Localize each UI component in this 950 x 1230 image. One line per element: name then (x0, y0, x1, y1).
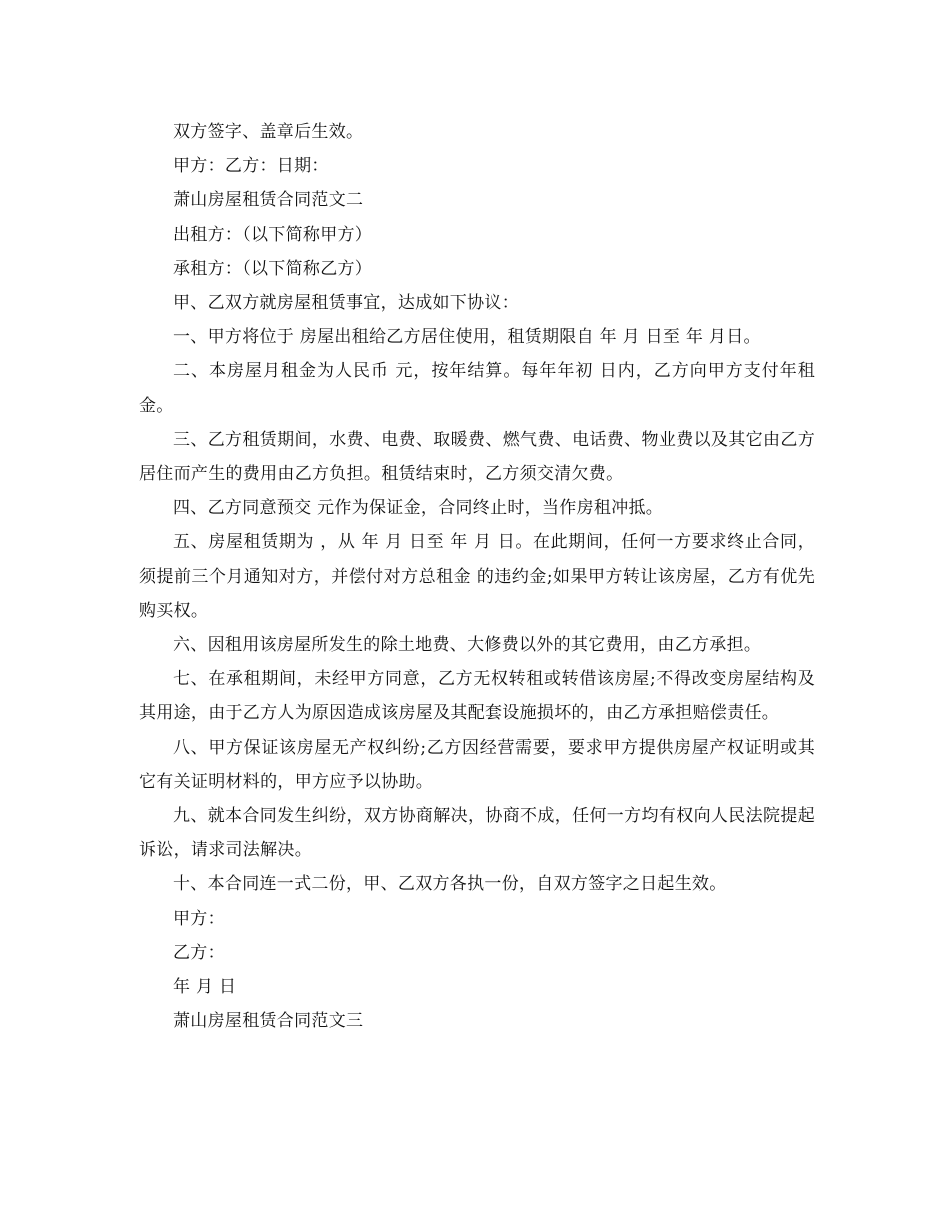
clause-5: 五、房屋租赁期为 ，从 年 月 日至 年 月 日。在此期间，任何一方要求终止合同，须提前三个月通知对方，并偿付对方总租金 的违约金;如果甲方转让该房屋，乙方有优先购买权。 (139, 532, 815, 621)
clause-6: 六、因租用该房屋所发生的除土地费、大修费以外的其它费用，由乙方承担。 (173, 635, 762, 656)
clause-3: 三、乙方租赁期间，水费、电费、取暖费、燃气费、电话费、物业费以及其它由乙方居住而产生的费用由乙方负担。租赁结束时，乙方须交清欠费。 (139, 429, 815, 485)
document-body (139, 115, 815, 1038)
signature-date: 年 月 日 (173, 977, 237, 998)
signature-party-b: 乙方： (173, 942, 225, 963)
signature-party-a: 甲方： (173, 908, 225, 929)
paragraph-lessee: 承租方：（以下简称乙方） (173, 258, 373, 279)
paragraph-agreement-intro: 甲、乙双方就房屋租赁事宜，达成如下协议： (173, 293, 519, 314)
section-heading-sample-three: 萧山房屋租赁合同范文三 (173, 1011, 364, 1032)
clause-8: 八、甲方保证该房屋无产权纠纷;乙方因经营需要，要求甲方提供房屋产权证明或其它有关证明材料的，甲方应予以协助。 (139, 737, 815, 792)
paragraph-signature-line: 甲方：乙方：日期： (173, 156, 329, 177)
clause-1: 一、甲方将位于 房屋出租给乙方居住使用，租赁期限自 年 月 日至 年 月日。 (173, 327, 761, 348)
clause-4: 四、乙方同意预交 元作为保证金，合同终止时，当作房租冲抵。 (173, 498, 664, 519)
paragraph-lessor: 出租方：（以下简称甲方） (173, 224, 373, 245)
section-heading-sample-two: 萧山房屋租赁合同范文二 (173, 190, 364, 211)
clause-2: 二、本房屋月租金为人民币 元，按年结算。每年年初 日内，乙方向甲方支付年租金。 (139, 361, 815, 416)
clause-9: 九、就本合同发生纠纷，双方协商解决，协商不成，任何一方均有权向人民法院提起诉讼，请求司法解决。 (139, 806, 815, 861)
clause-7: 七、在承租期间，未经甲方同意，乙方无权转租或转借该房屋;不得改变房屋结构及其用途，由于乙方人为原因造成该房屋及其配套设施损坏的，由乙方承担赔偿责任。 (139, 669, 815, 724)
clause-10: 十、本合同连一式二份，甲、乙双方各执一份，自双方签字之日起生效。 (173, 874, 727, 895)
paragraph-effective-clause: 双方签字、盖章后生效。 (173, 122, 364, 142)
